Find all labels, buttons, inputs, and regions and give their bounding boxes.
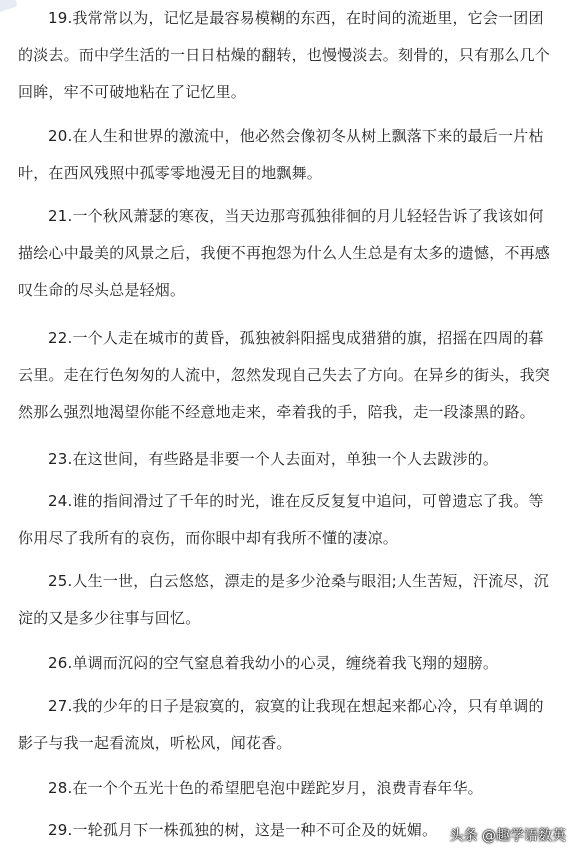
paragraph-28 — [18, 770, 558, 807]
paragraph-line: 的淡去。而中学生活的一日日枯燥的翻转，也慢慢淡去。刻骨的，只有那么几个 — [18, 46, 551, 64]
corner-decoration — [0, 0, 18, 13]
paragraph-line: 28.在一个个五光十色的希望肥皂泡中蹉跎岁月，浪费青春年华。 — [48, 779, 483, 797]
paragraph-line: 25.人生一世，白云悠悠，漂走的是多少沧桑与眼泪;人生苦短，汗流尽，沉 — [48, 572, 549, 590]
paragraph-line: 你用尽了我所有的哀伤，而你眼中却有我所不懂的凄凉。 — [18, 529, 399, 547]
paragraph-27 — [18, 688, 558, 762]
paragraph-line: 22.一个人走在城市的黄昏，孤独被斜阳摇曳成猎猎的旗，招摇在四周的暮 — [48, 329, 544, 347]
paragraph-25 — [18, 563, 558, 637]
paragraph-line: 29.一轮孤月下一株孤独的树，这是一种不可企及的妩媚。 — [48, 821, 438, 839]
paragraph-line: 然那么强烈地渴望你能不经意地走来，牵着我的手，陪我，走一段漆黑的路。 — [18, 403, 535, 421]
paragraph-22 — [18, 320, 558, 431]
paragraph-line: 影子与我一起看流岚，听松风，闻花香。 — [18, 734, 292, 752]
paragraph-line: 21.一个秋风萧瑟的寒夜，当天边那弯孤独徘徊的月儿轻轻告诉了我该如何 — [48, 207, 544, 225]
paragraph-line: 淀的又是多少往事与回忆。 — [18, 609, 201, 627]
paragraph-line: 24.谁的指间滑过了千年的时光，谁在反反复复中追问，可曾遗忘了我。等 — [48, 492, 544, 510]
source-watermark: 头条 @趣学语数英 — [449, 828, 566, 844]
paragraph-line: 回眸，牢不可破地粘在了记忆里。 — [18, 83, 247, 101]
paragraph-20 — [18, 118, 558, 192]
paragraph-line: 27.我的少年的日子是寂寞的，寂寞的让我现在想起来都心冷，只有单调的 — [48, 697, 544, 715]
paragraph-line: 20.在人生和世界的激流中，他必然会像初冬从树上飘落下来的最后一片枯 — [48, 127, 544, 145]
paragraph-24 — [18, 483, 558, 557]
paragraph-19 — [18, 0, 558, 111]
paragraph-line: 19.我常常以为，记忆是最容易模糊的东西，在时间的流逝里，它会一团团 — [48, 9, 544, 27]
paragraph-26 — [18, 645, 558, 682]
paragraph-23 — [18, 441, 558, 478]
paragraph-line: 23.在这世间，有些路是非要一个人去面对，单独一个人去跋涉的。 — [48, 450, 499, 468]
paragraph-line: 叶，在西风残照中孤零零地漫无目的地飘舞。 — [18, 164, 323, 182]
paragraph-line: 26.单调而沉闷的空气窒息着我幼小的心灵，缠绕着我飞翔的翅膀。 — [48, 654, 499, 672]
paragraph-21 — [18, 198, 558, 309]
paragraph-line: 云里。走在行色匆匆的人流中，忽然发现自己失去了方向。在异乡的街头，我突 — [18, 366, 551, 384]
paragraph-line: 叹生命的尽头总是轻烟。 — [18, 281, 186, 299]
paragraph-line: 描绘心中最美的风景之后，我便不再抱怨为什么人生总是有太多的遗憾，不再感 — [18, 244, 551, 262]
